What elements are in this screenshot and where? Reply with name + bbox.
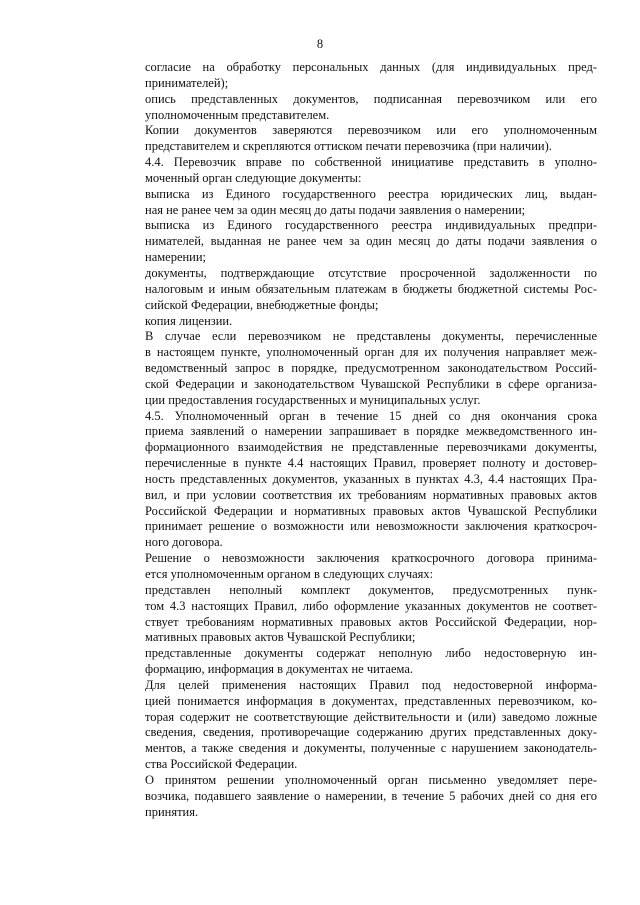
- paragraph: [117, 92, 597, 124]
- text-line: ная не ранее чем за один месяц до даты подачи заявления о намерении;: [145, 202, 526, 217]
- text-line: формационного взаимодействия не представленные перевозчиками документы,: [145, 440, 597, 455]
- text-line: представлен неполный комплект документов, предусмотренных пунк-: [145, 582, 597, 597]
- text-line: ствует требованиям нормативных правовых актов Российской Федерации, нор-: [145, 614, 597, 629]
- text-line: в настоящем пункте, уполномоченный орган для их получения направляет меж-: [145, 345, 597, 360]
- text-line: ской Федерации и законодательством Чувашской Республики в сфере организа-: [145, 376, 597, 391]
- paragraph: [117, 409, 597, 552]
- text-line: представителем и скрепляются оттиском печати перевозчика (при наличии).: [145, 139, 552, 154]
- text-line: Российской Федерации и нормативных правовых актов Чувашской Республики: [145, 503, 597, 518]
- text-line: представленные документы содержат неполную либо недостоверную ин-: [145, 646, 597, 661]
- paragraph: [117, 187, 597, 219]
- text-line: Копии документов заверяются перевозчиком или его уполномоченным: [145, 123, 597, 138]
- paragraph: [117, 678, 597, 773]
- text-line: ется уполномоченным органом в следующих случаях:: [145, 567, 434, 581]
- text-line: сийской Федерации, внебюджетные фонды;: [145, 297, 379, 312]
- text-line: выписка из Единого государственного реестра индивидуальных предпри-: [145, 218, 597, 233]
- text-line: согласие на обработку персональных данных (для индивидуальных пред-: [145, 60, 597, 74]
- text-line: копия лицензии.: [145, 313, 233, 328]
- paragraph: [117, 155, 597, 187]
- text-line: налоговым и иным обязательным платежам в бюджеты бюджетной системы Рос-: [145, 281, 597, 296]
- text-line: опись представленных документов, подписанная перевозчиком или его: [145, 91, 597, 106]
- paragraph: [117, 773, 597, 821]
- paragraph: [117, 60, 597, 92]
- text-line: ции предоставления государственных и муниципальных услуг.: [145, 392, 481, 407]
- text-line: ментов, а также сведения и документы, полученные с нарушением законодатель-: [145, 741, 597, 756]
- text-line: ведомственный запрос в порядке, предусмотренном законодательством Россий-: [145, 361, 597, 376]
- text-line: В случае если перевозчиком не представлены документы, перечисленные: [145, 329, 597, 344]
- text-line: приема заявлений о намерении запрашивает в порядке межведомственного ин-: [145, 424, 597, 439]
- paragraph: [117, 266, 597, 314]
- text-line: моченный орган следующие документы:: [145, 170, 362, 185]
- text-line: 4.5. Уполномоченный орган в течение 15 дней со дня окончания срока: [145, 408, 597, 423]
- text-line: 4.4. Перевозчик вправе по собственной инициативе представить в уполно-: [145, 155, 597, 170]
- text-line: Решение о невозможности заключения краткосрочного договора принима-: [145, 551, 597, 566]
- paragraph: [117, 551, 597, 583]
- paragraph: [117, 329, 597, 408]
- text-line: возчика, подавшего заявление о намерении, в течение 5 рабочих дней со дня его: [145, 788, 597, 803]
- text-line: вил, и при условии соответствия их требованиям нормативных правовых актов: [145, 487, 597, 502]
- text-line: Для целей применения настоящих Правил под недостоверной информа-: [145, 677, 597, 692]
- paragraph: [117, 646, 597, 678]
- text-line: принятия.: [145, 804, 199, 819]
- text-line: принимателей);: [145, 75, 229, 90]
- page-number: 8: [316, 37, 324, 51]
- text-line: том 4.3 настоящих Правил, либо оформление указанных документов не соответ-: [145, 598, 597, 613]
- text-line: ность представленных документов, указанных в пунктах 4.3, 4.4 настоящих Пра-: [145, 471, 597, 486]
- text-line: мативных правовых актов Чувашской Республики;: [145, 630, 416, 645]
- text-line: торая содержит не соответствующие действительности и (или) заведомо ложные: [145, 709, 597, 724]
- text-line: ства Российской Федерации.: [145, 757, 298, 772]
- document-body: [117, 60, 597, 821]
- text-line: нимателей, выданная не ранее чем за один месяц до даты подачи заявления о: [145, 234, 597, 249]
- text-line: выписка из Единого государственного реестра юридических лиц, выдан-: [145, 186, 597, 201]
- text-line: формацию, информация в документах не читаема.: [145, 662, 414, 677]
- text-line: сведения, сведения, противоречащие содержанию других представленных доку-: [145, 725, 597, 740]
- text-line: перечисленные в пункте 4.4 настоящих Правил, проверяет полноту и достовер-: [145, 456, 597, 471]
- text-line: намерении;: [145, 250, 207, 265]
- text-line: документы, подтверждающие отсутствие просроченной задолженности по: [145, 265, 597, 280]
- paragraph: [117, 218, 597, 266]
- text-line: О принятом решении уполномоченный орган письменно уведомляет пере-: [145, 772, 597, 787]
- paragraph: [117, 583, 597, 646]
- text-line: цией понимается информация в документах, представленных перевозчиком, ко-: [145, 693, 597, 708]
- text-line: ного договора.: [145, 535, 223, 550]
- paragraph: [117, 314, 597, 330]
- paragraph: [117, 123, 597, 155]
- text-line: принимает решение о возможности или невозможности заключения краткосроч-: [145, 519, 597, 534]
- text-line: уполномоченным представителем.: [145, 107, 330, 122]
